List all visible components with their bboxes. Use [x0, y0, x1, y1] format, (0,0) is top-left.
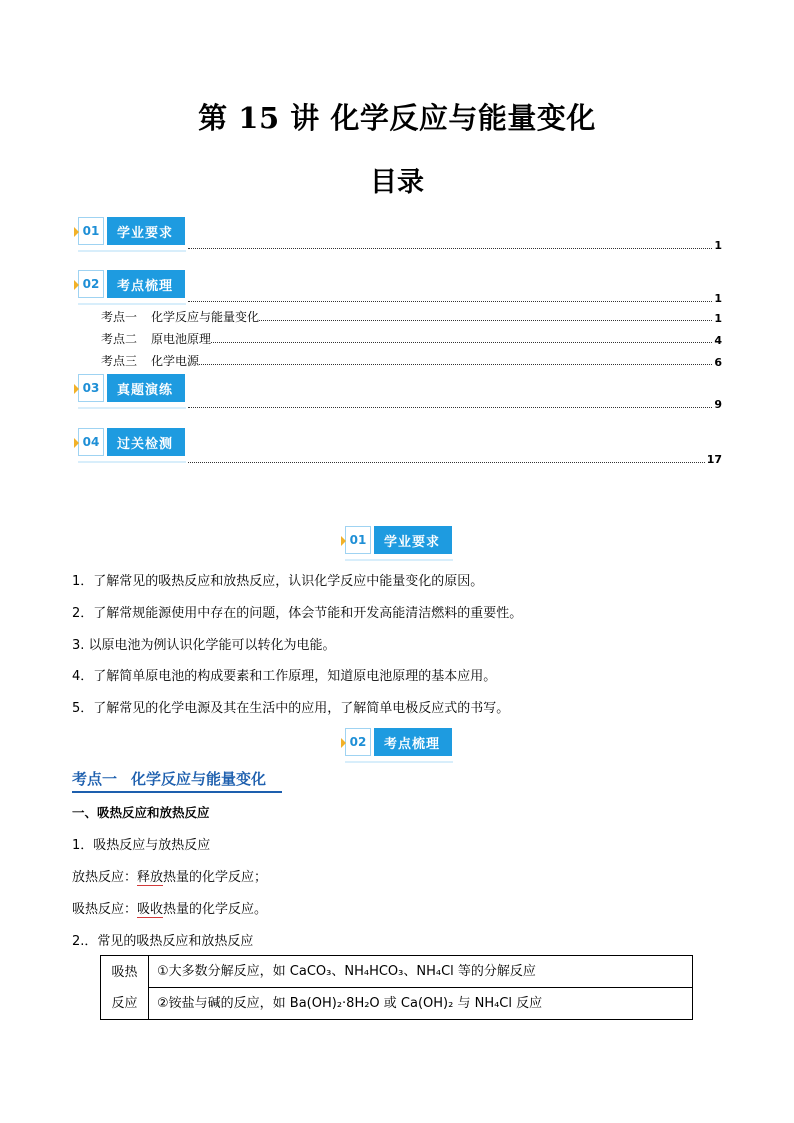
- section-badge-label: 考点梳理: [374, 728, 452, 756]
- toc-badge-label: 真题演练: [107, 374, 185, 402]
- toc-leader-dots: [188, 301, 712, 302]
- toc-page-number: 1: [714, 239, 722, 252]
- section-badge-number: 01: [345, 526, 371, 554]
- key-point-title: [72, 768, 266, 789]
- toc-page-number: 1: [714, 312, 722, 325]
- toc-leader-dots: [199, 364, 712, 365]
- toc-page-number: 4: [714, 334, 722, 347]
- toc-page-number: 17: [706, 453, 722, 466]
- toc-badge-label: 过关检测: [107, 428, 185, 456]
- toc-badge-01[interactable]: [78, 217, 185, 245]
- key-point-text: 化学反应与能量变化: [131, 770, 267, 788]
- toc-sub-key: 考点三: [101, 354, 138, 368]
- endothermic-definition: [72, 898, 267, 917]
- table-row: [101, 988, 693, 1020]
- toc-sub-text: 原电池原理: [151, 332, 212, 346]
- requirement-item-1: 1．了解常见的吸热反应和放热反应，认识化学反应中能量变化的原因。: [72, 574, 484, 589]
- table-cell: ①大多数分解反应，如 CaCO₃、NH₄HCO₃、NH₄Cl 等的分解反应: [149, 956, 693, 988]
- exo-prefix: 放热反应：: [72, 870, 138, 885]
- toc-badge-number: 03: [78, 374, 104, 402]
- requirement-item-4: 4．了解简单原电池的构成要素和工作原理，知道原电池原理的基本应用。: [72, 669, 497, 684]
- toc-badge-label: 学业要求: [107, 217, 185, 245]
- toc-sub-key: 考点一: [101, 310, 138, 324]
- exo-suffix: 热量的化学反应；: [163, 870, 268, 885]
- badge-underline: [345, 761, 453, 763]
- endo-prefix: 吸热反应：: [72, 902, 138, 917]
- toc-page-number: 9: [714, 398, 722, 411]
- section-badge-02: [345, 728, 452, 756]
- toc-leader-dots: [188, 462, 705, 463]
- document-title: 第 15 讲 化学反应与能量变化: [198, 101, 596, 135]
- key-point-underline: [72, 791, 282, 793]
- badge-underline: [345, 559, 453, 561]
- section-badge-01: [345, 526, 452, 554]
- toc-badge-label: 考点梳理: [107, 270, 185, 298]
- table-row: [101, 956, 693, 988]
- toc-leader-dots: [259, 320, 712, 321]
- toc-badge-02[interactable]: [78, 270, 185, 298]
- badge-underline: [78, 461, 186, 463]
- toc-badge-04[interactable]: [78, 428, 185, 456]
- toc-subentry-3[interactable]: [101, 353, 722, 369]
- toc-badge-number: 04: [78, 428, 104, 456]
- item-heading-2: 2.．常见的吸热反应和放热反应: [72, 934, 254, 949]
- toc-entry-04[interactable]: [188, 452, 722, 466]
- toc-entry-02[interactable]: [188, 291, 722, 305]
- toc-subentry-2[interactable]: [101, 331, 722, 347]
- exo-keyword: 释放: [137, 870, 164, 885]
- toc-badge-03[interactable]: [78, 374, 185, 402]
- toc-sub-text: 化学电源: [151, 354, 200, 368]
- toc-entry-03[interactable]: [188, 397, 722, 411]
- toc-badge-number: 01: [78, 217, 104, 245]
- subsection-heading: 一、吸热反应和放热反应: [72, 805, 210, 820]
- toc-sub-text: 化学反应与能量变化: [151, 310, 260, 324]
- badge-underline: [78, 303, 186, 305]
- requirement-item-5: 5．了解常见的化学电源及其在生活中的应用，了解简单电极反应式的书写。: [72, 701, 510, 716]
- toc-heading: 目录: [370, 167, 424, 198]
- section-badge-number: 02: [345, 728, 371, 756]
- toc-subentry-1[interactable]: [101, 309, 722, 325]
- item-heading-1: 1．吸热反应与放热反应: [72, 838, 211, 853]
- table-header-cell: 吸热 反应: [101, 956, 149, 1020]
- key-point-key: 考点一: [72, 770, 118, 788]
- badge-underline: [78, 407, 186, 409]
- section-badge-label: 学业要求: [374, 526, 452, 554]
- toc-entry-01[interactable]: [188, 238, 722, 252]
- requirement-item-2: 2．了解常规能源使用中存在的问题，体会节能和开发高能清洁燃料的重要性。: [72, 606, 523, 621]
- endo-suffix: 热量的化学反应。: [163, 902, 268, 917]
- toc-leader-dots: [188, 407, 712, 408]
- table-cell: ②铵盐与碱的反应，如 Ba(OH)₂·8H₂O 或 Ca(OH)₂ 与 NH₄Cl 反应: [149, 988, 693, 1020]
- toc-page-number: 6: [714, 356, 722, 369]
- endo-keyword: 吸收: [137, 902, 164, 917]
- toc-leader-dots: [211, 342, 712, 343]
- badge-underline: [78, 250, 186, 252]
- toc-sub-key: 考点二: [101, 332, 138, 346]
- toc-page-number: 1: [714, 292, 722, 305]
- exothermic-definition: [72, 866, 267, 885]
- requirement-item-3: 3. 以原电池为例认识化学能可以转化为电能。: [72, 638, 336, 653]
- toc-badge-number: 02: [78, 270, 104, 298]
- toc-leader-dots: [188, 248, 712, 249]
- reactions-table: [100, 955, 693, 1020]
